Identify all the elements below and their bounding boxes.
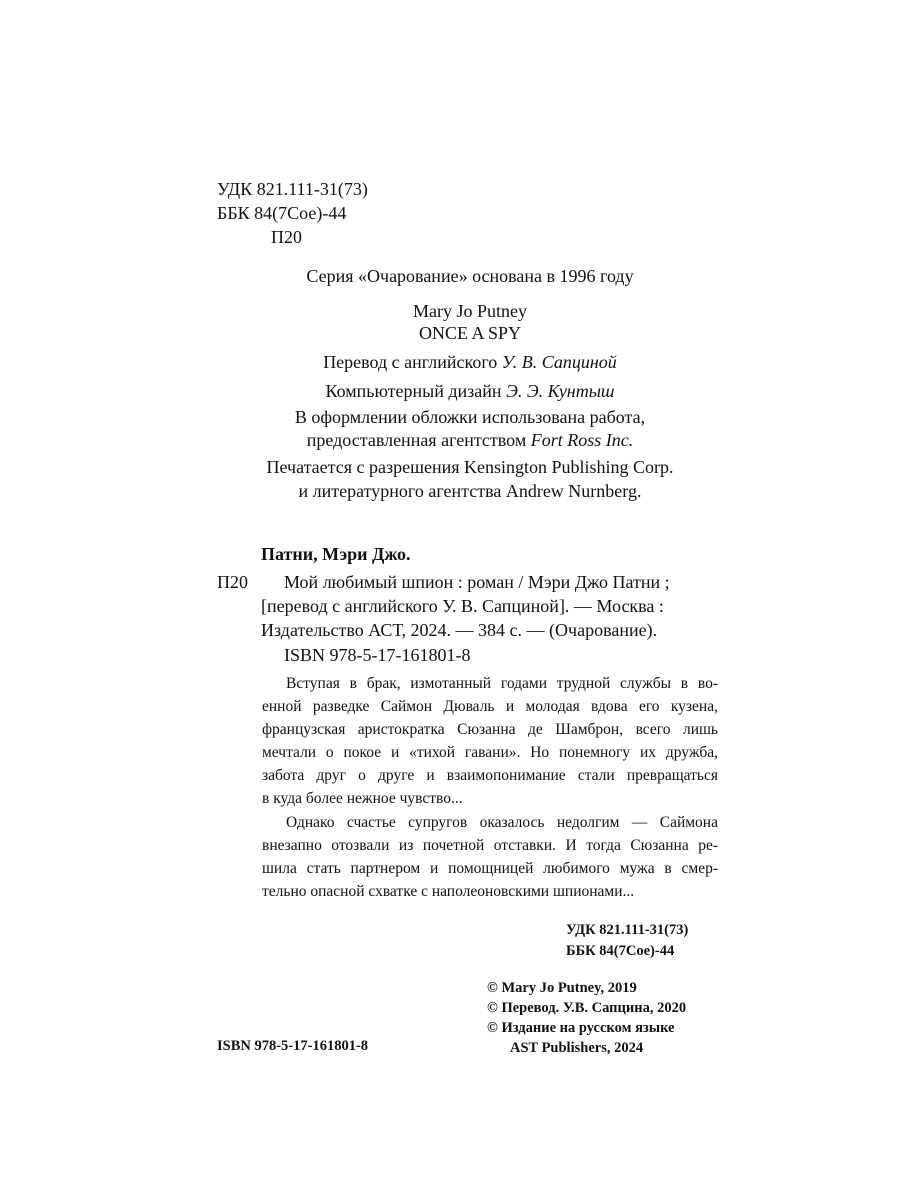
copyright-translation: © Перевод. У.В. Сапцина, 2020 [487,1000,687,1016]
catalog-entry-line: Мой любимый шпион : роман / Мэри Джо Патни ; [284,572,670,592]
footer-isbn: ISBN 978-5-17-161801-8 [217,1038,369,1054]
footer-udk: УДК 821.111-31(73) [566,922,689,938]
original-author: Mary Jo Putney [413,301,527,321]
catalog-entry-line: Издательство АСТ, 2024. — 384 с. — (Очарование). [261,620,658,640]
bbk-code: ББК 84(7Сое)-44 [217,203,347,223]
series-line: Серия «Очарование» основана в 1996 году [306,266,634,286]
translation-label: Перевод с английского [323,352,498,372]
copyright-author: © Mary Jo Putney, 2019 [487,980,637,996]
udk-code: УДК 821.111-31(73) [217,179,368,199]
copyright-publisher: AST Publishers, 2024 [510,1040,644,1056]
designer-name: Э. Э. Кунтыш [506,381,615,401]
design-label: Компьютерный дизайн [325,381,502,401]
cover-credit-line2 [150,428,790,452]
annotation-line: внезапно отозвали из почетной отставки. И тогда Сюзанна ре- [262,837,718,854]
permission-line2: и литературного агентства Andrew Nurnberg. [298,481,642,501]
translation-credit [150,350,790,374]
original-title: ONCE A SPY [418,323,522,343]
annotation-line: енной разведке Саймон Дюваль и молодая вдова его кузена, [262,698,718,715]
annotation-line: французская аристократка Сюзанна де Шамброн, всего лишь [262,721,718,738]
annotation-line: в куда более нежное чувство... [262,790,463,807]
annotation-line: забота друг о друге и взаимопонимание стали превращаться [262,767,718,784]
cover-credit-line1: В оформлении обложки использована работа, [294,407,646,427]
catalog-entry-line: [перевод с английского У. В. Сапциной]. — Москва : [261,596,664,616]
annotation-line: тельно опасной схватке с наполеоновскими шпионами... [262,883,635,900]
design-credit [150,379,790,403]
copyright-edition: © Издание на русском языке [487,1020,675,1036]
author-sign: П20 [271,227,302,247]
annotation-line: шила стать партнером и помощницей любимого мужа в смер- [262,860,718,877]
cover-credit-prefix: предоставленная агентством [306,430,527,450]
catalog-heading: Патни, Мэри Джо. [261,544,411,564]
permission-line1: Печатается с разрешения Kensington Publishing Corp. [266,457,674,477]
catalog-isbn: ISBN 978-5-17-161801-8 [284,645,471,665]
annotation-line: Вступая в брак, измотанный годами трудной службы в во- [286,675,718,692]
annotation-line: мечтали о покое и «тихой гавани». Но понемногу их дружба, [262,744,718,761]
cover-agency: Fort Ross Inc. [530,430,634,450]
footer-bbk: ББК 84(7Сое)-44 [566,943,675,959]
annotation-line: Однако счастье супругов оказалось недолгим — Саймона [286,814,718,831]
translator-name: У. В. Сапциной [501,352,617,372]
catalog-sign: П20 [217,572,248,592]
